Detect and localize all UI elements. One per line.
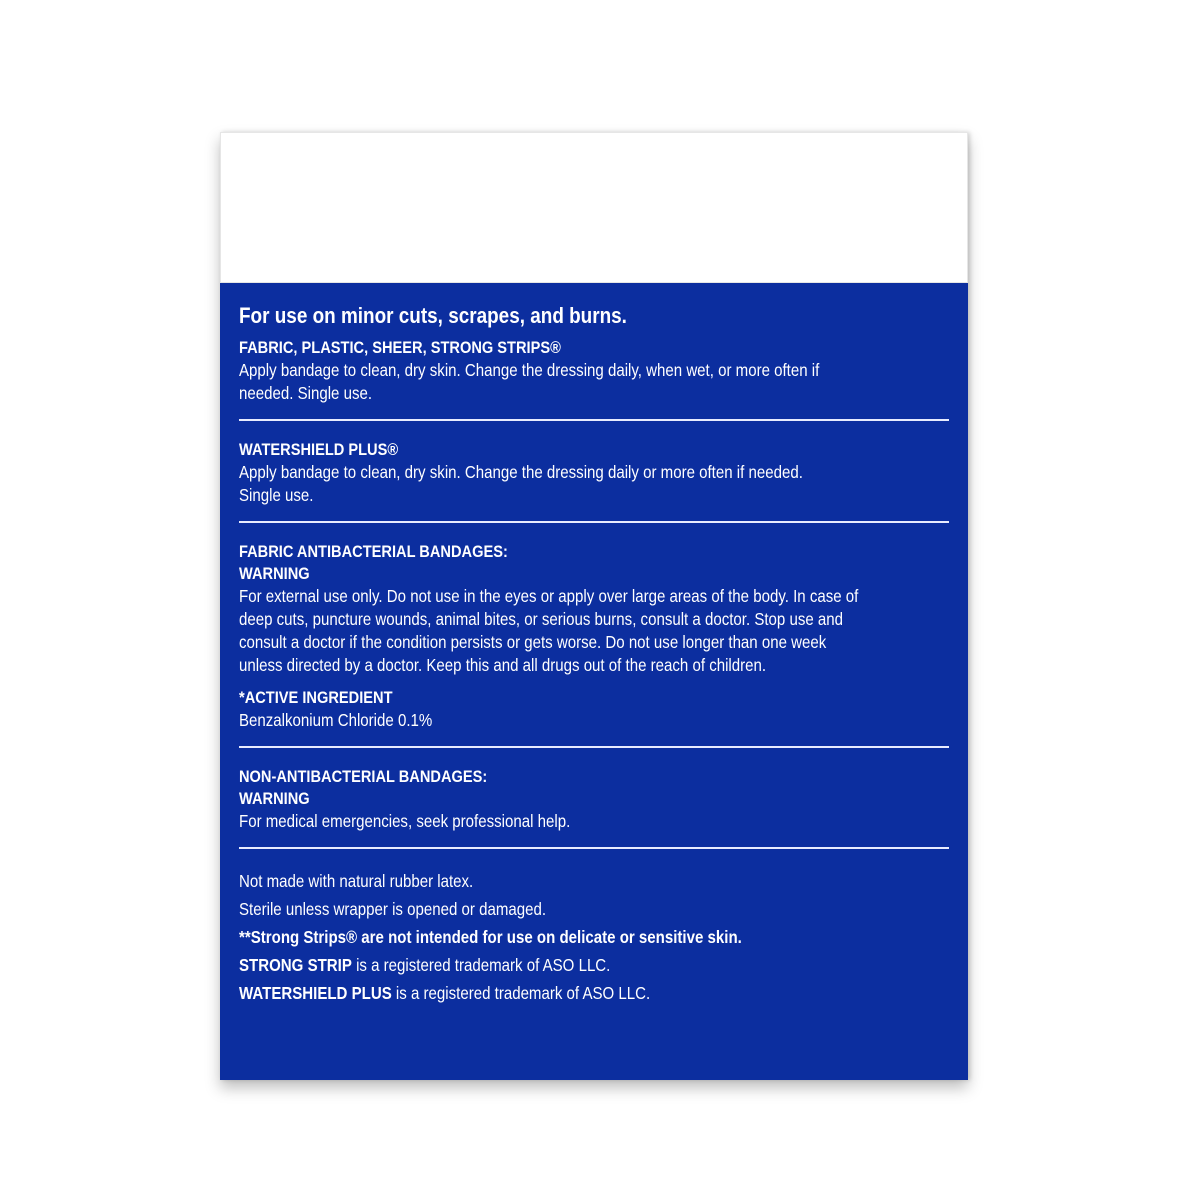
divider (239, 847, 949, 849)
section-text: unless directed by a doctor. Keep this and all drugs out of the reach of children. (239, 655, 767, 675)
trademark-line (239, 979, 850, 1007)
section-text: Apply bandage to clean, dry skin. Change the dressing daily or more often if needed. (239, 462, 803, 482)
divider (239, 746, 949, 748)
trademark-text: is a registered trademark of ASO LLC. (351, 955, 611, 975)
section-text: Single use. (239, 485, 314, 505)
product-box-back (220, 132, 968, 1080)
section-heading: NON-ANTIBACTERIAL BANDAGES: (239, 767, 488, 786)
usage-title: For use on minor cuts, scrapes, and burns. (239, 303, 627, 328)
strong-strips-note: **Strong Strips® are not intended for use on delicate or sensitive skin. (239, 927, 742, 947)
section-text: For external use only. Do not use in the eyes or apply over large areas of the body. In case of (239, 586, 859, 606)
section-heading: FABRIC, PLASTIC, SHEER, STRONG STRIPS® (239, 338, 561, 357)
section-text: For medical emergencies, seek professional help. (239, 811, 571, 831)
latex-note: Not made with natural rubber latex. (239, 871, 474, 891)
label-panel (220, 283, 968, 1080)
trademark-line (239, 951, 850, 979)
divider (239, 521, 949, 523)
section-heading: FABRIC ANTIBACTERIAL BANDAGES: (239, 542, 508, 561)
section-text: needed. Single use. (239, 383, 373, 403)
active-ingredient-value: Benzalkonium Chloride 0.1% (239, 710, 433, 730)
trademark-name: WATERSHIELD PLUS (239, 983, 392, 1003)
section-text: Apply bandage to clean, dry skin. Change the dressing daily, when wet, or more often if (239, 360, 820, 380)
section-heading: WATERSHIELD PLUS® (239, 440, 399, 459)
warning-heading: WARNING (239, 789, 310, 808)
divider (239, 419, 949, 421)
trademark-text: is a registered trademark of ASO LLC. (391, 983, 651, 1003)
section-text: deep cuts, puncture wounds, animal bites, or serious burns, consult a doctor. Stop use and (239, 609, 844, 629)
box-top-white-area (220, 132, 968, 283)
active-ingredient-heading: *ACTIVE INGREDIENT (239, 688, 393, 707)
section-text: consult a doctor if the condition persists or gets worse. Do not use longer than one week (239, 632, 827, 652)
trademark-name: STRONG STRIP (239, 955, 352, 975)
warning-heading: WARNING (239, 564, 310, 583)
sterile-note: Sterile unless wrapper is opened or damaged. (239, 899, 547, 919)
